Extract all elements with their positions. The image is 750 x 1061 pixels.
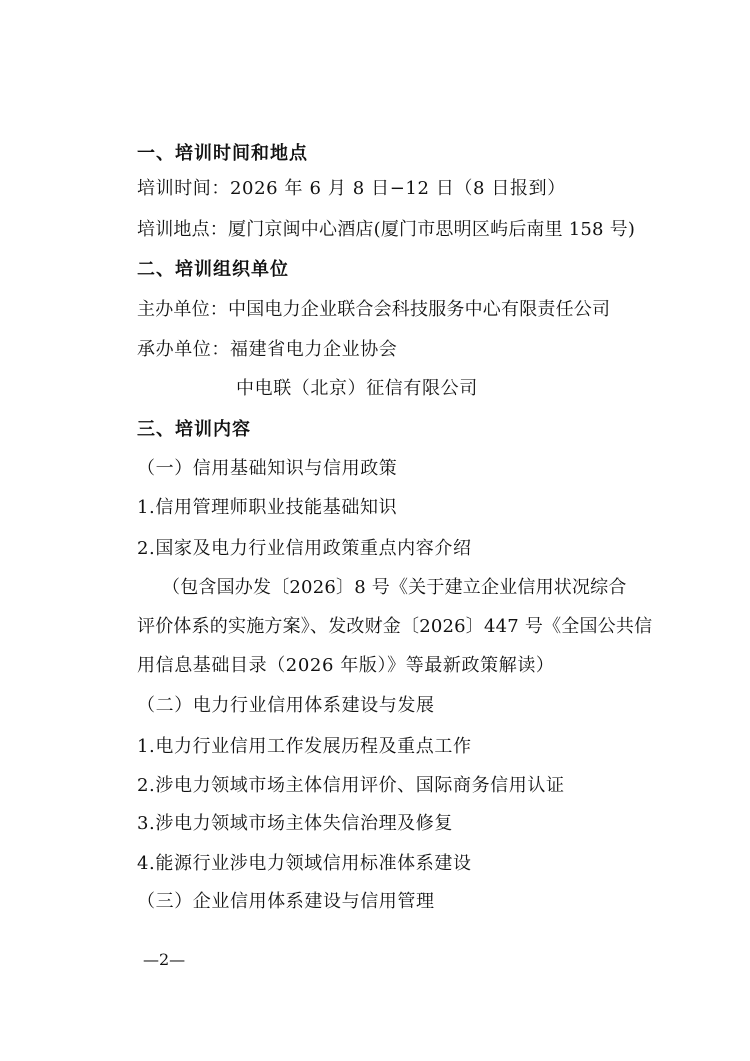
host-unit: 主办单位：中国电力企业联合会科技服务中心有限责任公司 [137,299,611,320]
subsection-1-heading: （一）信用基础知识与信用政策 [137,458,398,479]
subsection-2-item-4: 4.能源行业涉电力领域信用标准体系建设 [137,853,472,874]
policy-note-line-3: 用信息基础目录（2026 年版）》等最新政策解读） [137,655,555,676]
organizer-unit-1: 承办单位：福建省电力企业协会 [137,339,398,360]
page-number: —2— [143,950,186,969]
training-time: 培训时间：2026 年 6 月 8 日−12 日（8 日报到） [137,178,566,199]
section-3-heading: 三、培训内容 [137,419,251,440]
training-location: 培训地点：厦门京闽中心酒店(厦门市思明区屿后南里 158 号) [137,219,636,240]
organizer-unit-2: 中电联（北京）征信有限公司 [236,378,478,399]
subsection-2-heading: （二）电力行业信用体系建设与发展 [137,695,435,716]
subsection-3-heading: （三）企业信用体系建设与信用管理 [137,891,435,912]
subsection-2-item-1: 1.电力行业信用工作发展历程及重点工作 [137,736,472,757]
section-2-heading: 二、培训组织单位 [137,259,289,280]
subsection-2-item-3: 3.涉电力领域市场主体失信治理及修复 [137,813,453,834]
policy-note-line-1: （包含国办发〔2026〕8 号《关于建立企业信用状况综合 [162,577,627,598]
subsection-1-item-2: 2.国家及电力行业信用政策重点内容介绍 [137,538,472,559]
section-1-heading: 一、培训时间和地点 [137,143,308,164]
subsection-2-item-2: 2.涉电力领域市场主体信用评价、国际商务信用认证 [137,775,565,796]
policy-note-line-2: 评价体系的实施方案》、发改财金〔2026〕447 号《全国公共信 [137,616,653,637]
subsection-1-item-1: 1.信用管理师职业技能基础知识 [137,497,398,518]
